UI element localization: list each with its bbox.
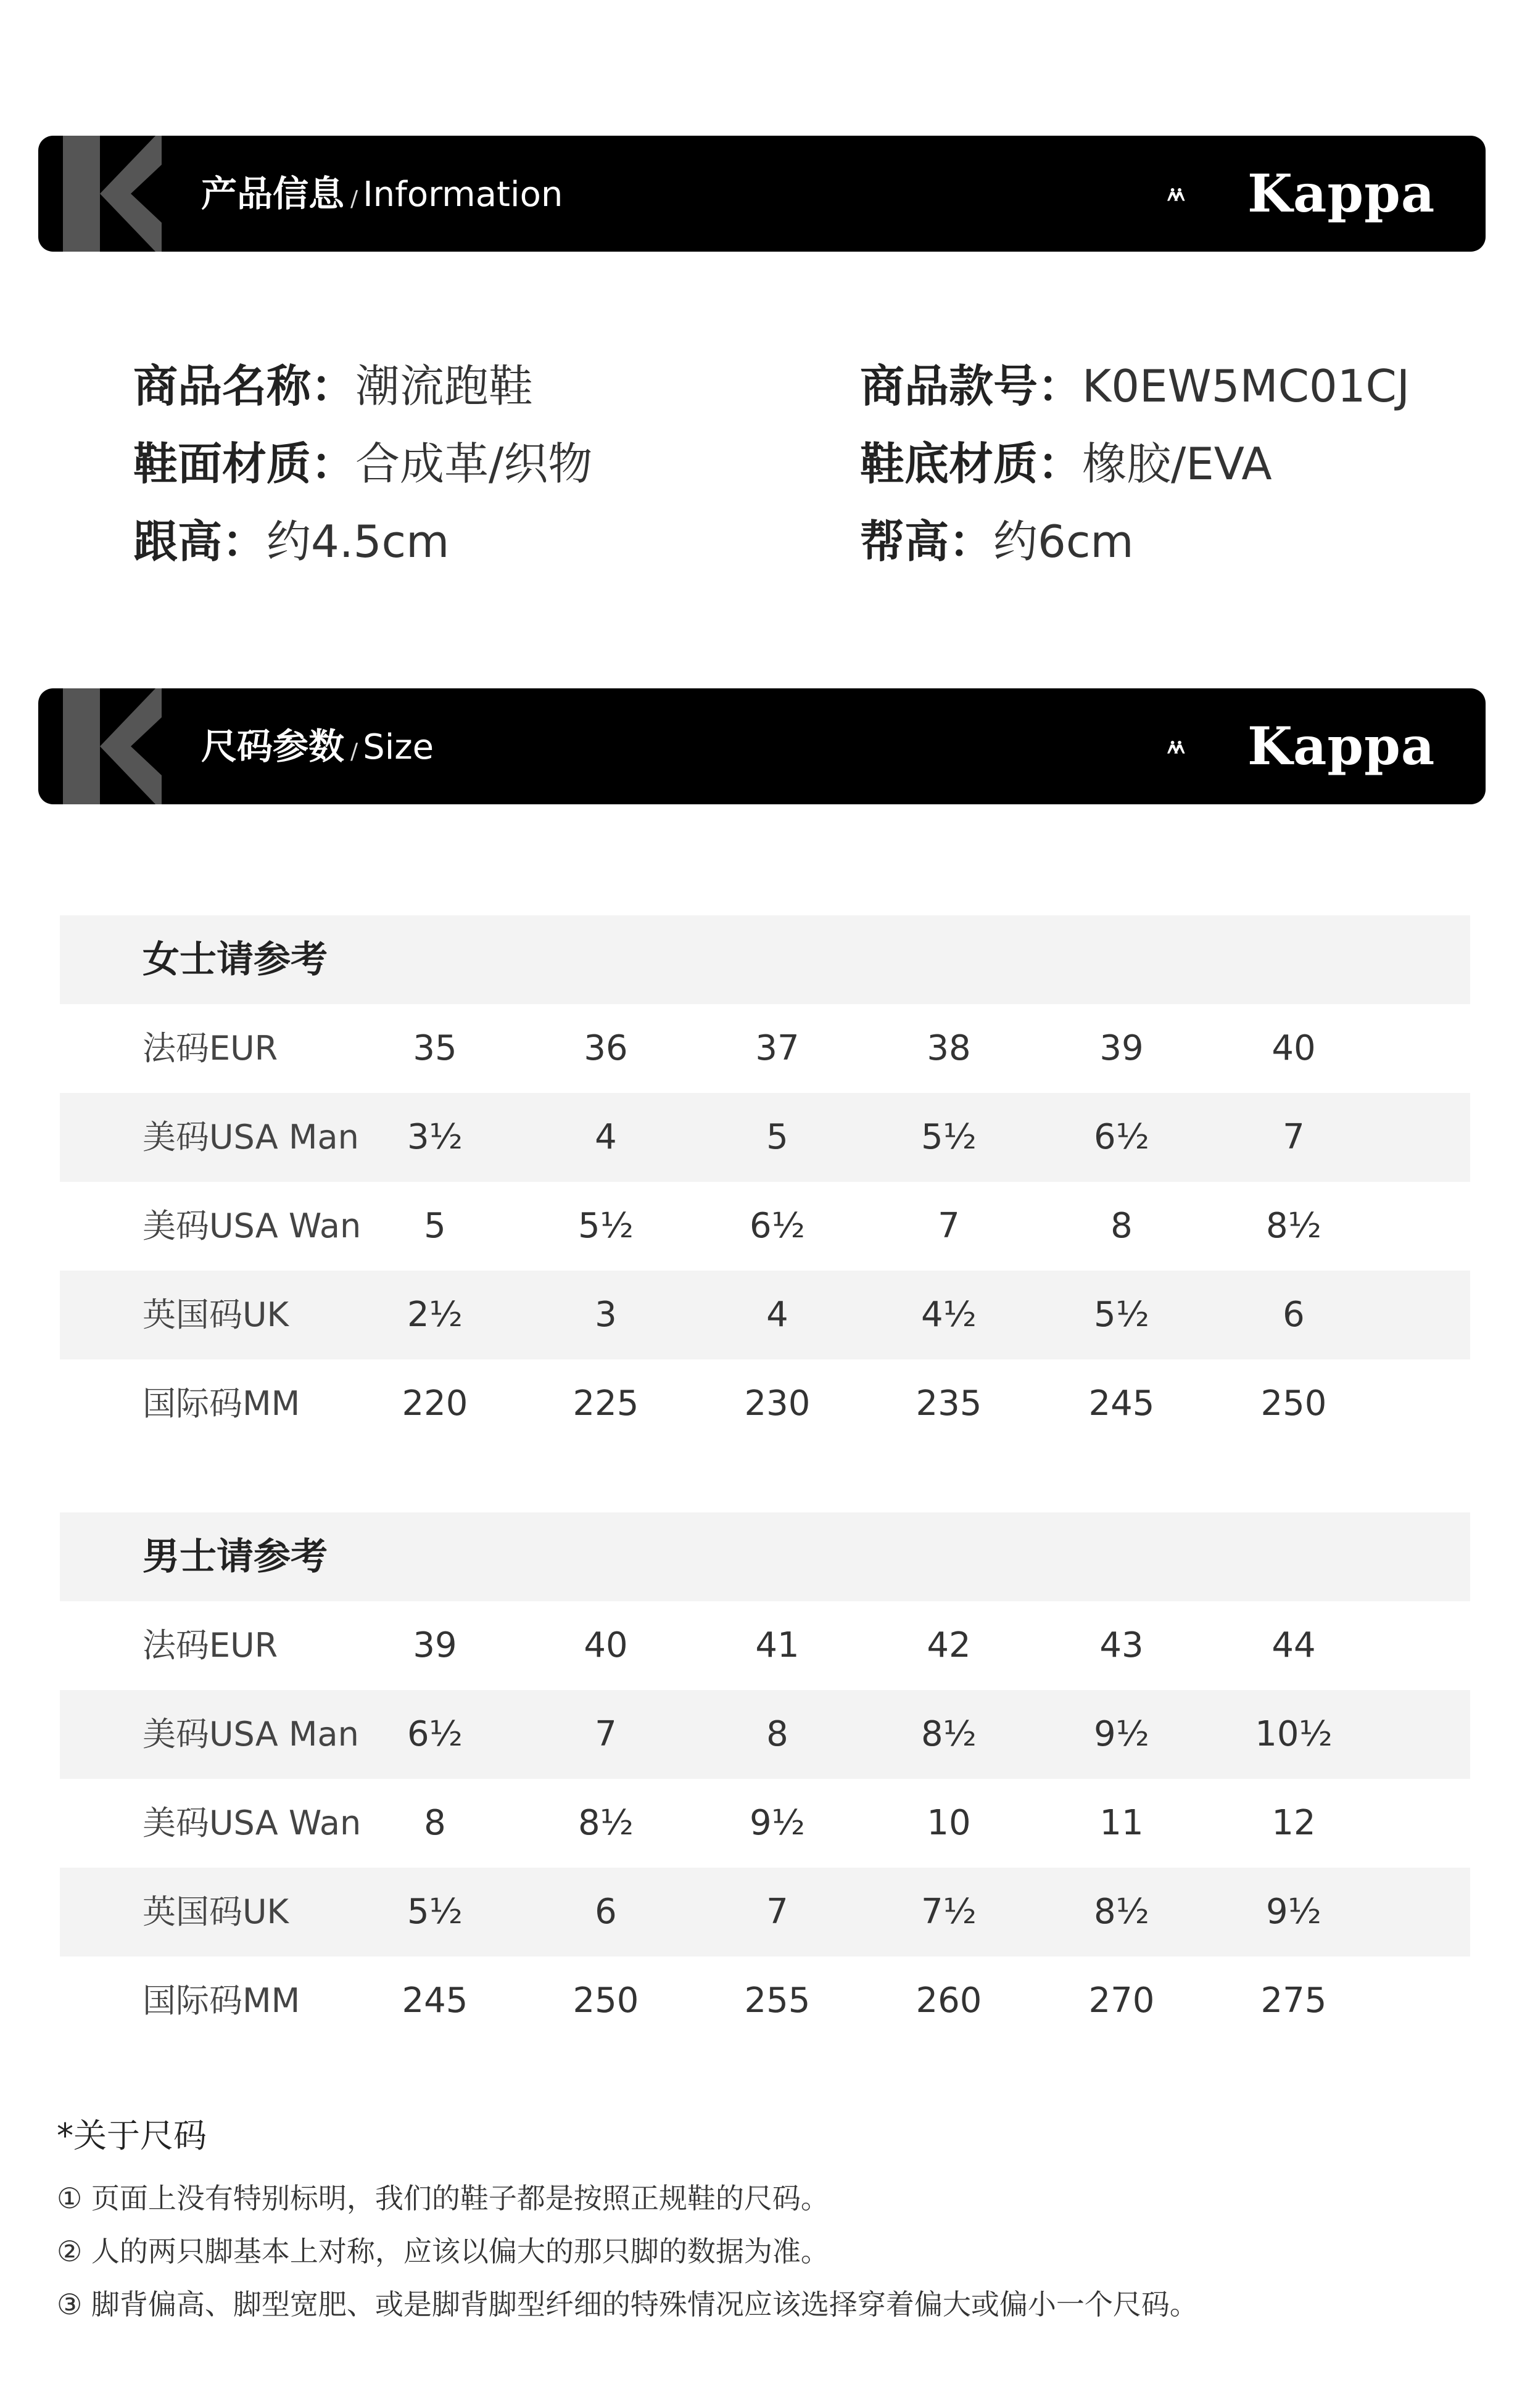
table-row [60,1093,1470,1182]
row-label: 美码USA Man [143,1118,359,1157]
size-cell: 43 [1099,1625,1144,1665]
size-cell: 230 [744,1383,811,1424]
shoe-top-height: 帮高：约6cm [860,516,1134,567]
size-cell: 225 [573,1383,639,1424]
upper-material: 鞋面材质：合成革/织物 [133,438,593,490]
size-cell: 7 [1283,1117,1305,1157]
size-cell: 40 [1272,1028,1316,1068]
size-cell: 11 [1099,1803,1144,1843]
row-label: 美码USA Man [143,1715,359,1754]
size-cell: 7 [595,1714,617,1754]
size-cell: 8½ [1094,1892,1149,1932]
size-notes-title: *关于尺码 [57,2116,207,2155]
table-row [60,1601,1470,1690]
size-cell: 37 [755,1028,800,1068]
product-name: 商品名称：潮流跑鞋 [133,360,534,412]
row-label: 法码EUR [143,1626,278,1665]
size-cell: 7 [766,1892,788,1932]
sole-material: 鞋底材质：橡胶/EVA [860,438,1272,490]
size-cell: 10½ [1255,1714,1333,1754]
size-cell: 8½ [1266,1206,1321,1246]
row-label: 国际码MM [143,1384,300,1423]
size-cell: 39 [413,1625,457,1665]
size-cell: 7 [938,1206,960,1246]
size-cell: 3 [595,1295,617,1335]
size-cell: 9½ [1094,1714,1149,1754]
product-code: 商品款号：K0EW5MC01CJ [860,360,1410,412]
size-cell: 9½ [1266,1892,1321,1932]
kappa-brand-text: Kappa [1247,163,1436,224]
info-banner [38,136,1486,252]
table-row [60,1271,1470,1359]
row-label: 美码USA Wan [143,1206,362,1245]
size-cell: 2½ [407,1295,463,1335]
size-cell: 36 [584,1028,628,1068]
size-banner-title: 尺码参数 / Size [201,725,434,767]
size-cell: 10 [927,1803,971,1843]
size-cell: 40 [584,1625,628,1665]
size-note-2: ② 人的两只脚基本上对称，应该以偏大的那只脚的数据为准。 [57,2235,829,2268]
k-logo-icon [38,136,162,252]
size-cell: 255 [744,1981,811,2021]
table-row [60,1690,1470,1779]
k-logo-icon [38,688,162,804]
size-cell: 250 [1260,1383,1327,1424]
table-row [60,1868,1470,1956]
size-cell: 6½ [1094,1117,1149,1157]
size-cell: 5½ [578,1206,634,1246]
men-table-title: 男士请参考 [143,1535,328,1578]
men-table-header [60,1512,1470,1601]
size-cell: 35 [413,1028,457,1068]
table-row [60,1359,1470,1448]
table-row [60,1004,1470,1093]
women-size-table [60,915,1470,1448]
size-cell: 42 [927,1625,971,1665]
size-cell: 6 [595,1892,617,1932]
kappa-omini-logo-icon [1167,720,1254,773]
size-cell: 245 [402,1981,468,2021]
women-table-header [60,915,1470,1004]
size-cell: 5½ [407,1892,463,1932]
size-cell: 5½ [921,1117,977,1157]
kappa-omini-logo-icon [1167,168,1254,221]
size-cell: 4 [766,1295,788,1335]
size-cell: 44 [1272,1625,1316,1665]
size-cell: 5½ [1094,1295,1149,1335]
row-label: 法码EUR [143,1029,278,1068]
size-cell: 38 [927,1028,971,1068]
size-cell: 5 [424,1206,446,1246]
size-cell: 8½ [921,1714,977,1754]
size-cell: 250 [573,1981,639,2021]
size-cell: 8 [766,1714,788,1754]
size-cell: 5 [766,1117,788,1157]
size-cell: 9½ [750,1803,805,1843]
size-banner [38,688,1486,804]
size-cell: 270 [1088,1981,1155,2021]
size-cell: 3½ [407,1117,463,1157]
size-cell: 41 [755,1625,800,1665]
size-cell: 235 [916,1383,982,1424]
info-banner-title: 产品信息 / Information [201,173,563,215]
size-cell: 8½ [578,1803,634,1843]
table-row [60,1956,1470,2045]
size-note-3: ③ 脚背偏高、脚型宽肥、或是脚背脚型纤细的特殊情况应该选择穿着偏大或偏小一个尺码。 [57,2288,1198,2321]
kappa-brand-text: Kappa [1247,715,1436,777]
size-cell: 245 [1088,1383,1155,1424]
size-cell: 12 [1272,1803,1316,1843]
size-cell: 4½ [921,1295,977,1335]
size-cell: 6½ [750,1206,805,1246]
size-cell: 260 [916,1981,982,2021]
size-note-1: ① 页面上没有特别标明，我们的鞋子都是按照正规鞋的尺码。 [57,2182,829,2215]
size-cell: 220 [402,1383,468,1424]
women-table-title: 女士请参考 [143,938,328,981]
table-row [60,1779,1470,1868]
row-label: 英国码UK [143,1892,289,1931]
table-row [60,1182,1470,1271]
row-label: 英国码UK [143,1295,289,1334]
size-cell: 6½ [407,1714,463,1754]
heel-height: 跟高：约4.5cm [133,516,450,567]
size-cell: 8 [424,1803,446,1843]
size-cell: 6 [1283,1295,1305,1335]
row-label: 国际码MM [143,1981,300,2020]
men-size-table [60,1512,1470,2045]
size-cell: 275 [1260,1981,1327,2021]
size-cell: 39 [1099,1028,1144,1068]
size-cell: 7½ [921,1892,977,1932]
row-label: 美码USA Wan [143,1804,362,1842]
size-cell: 4 [595,1117,617,1157]
size-cell: 8 [1110,1206,1133,1246]
